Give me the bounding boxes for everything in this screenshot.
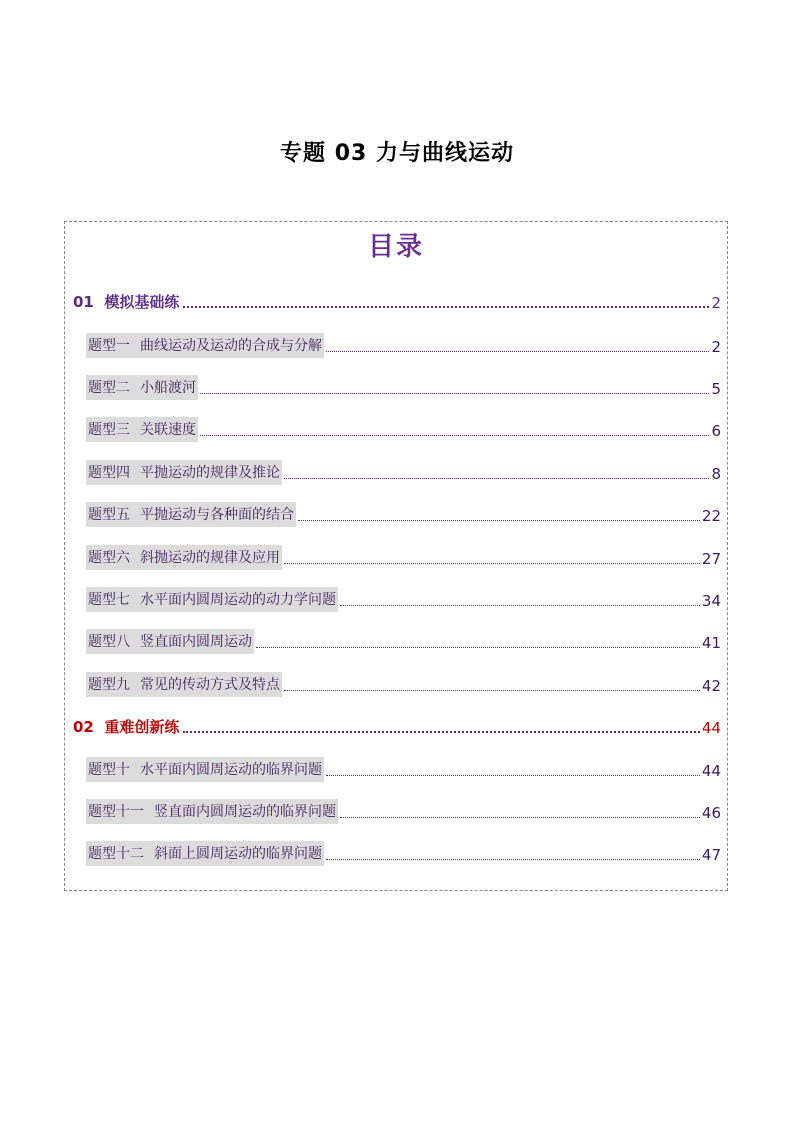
dot-leader <box>326 775 700 776</box>
toc-page-number: 44 <box>701 719 721 737</box>
dot-leader <box>284 478 709 479</box>
toc-item-4[interactable] <box>86 459 721 485</box>
toc-item-1[interactable] <box>86 332 721 358</box>
toc-item-label: 题型三 关联速度 <box>86 417 198 442</box>
toc-item-label: 题型二 小船渡河 <box>86 375 198 400</box>
toc-item-10[interactable] <box>86 756 721 782</box>
toc-page-number: 44 <box>701 762 721 780</box>
dot-leader <box>284 690 700 691</box>
dot-leader <box>340 817 700 818</box>
toc-item-label: 题型一 曲线运动及运动的合成与分解 <box>86 333 324 358</box>
toc-item-label: 题型五 平抛运动与各种面的结合 <box>86 502 296 527</box>
dot-leader <box>200 393 709 394</box>
toc-item-8[interactable] <box>86 628 721 654</box>
toc-item-3[interactable] <box>86 416 721 442</box>
toc-item-9[interactable] <box>86 671 721 697</box>
toc-heading: 目录 <box>367 232 424 262</box>
toc-page-number: 46 <box>701 804 721 822</box>
toc-page-number: 34 <box>701 592 721 610</box>
toc-section-02[interactable] <box>73 713 721 739</box>
dot-leader <box>183 731 700 733</box>
toc-page-number: 41 <box>701 634 721 652</box>
toc-page-number: 27 <box>701 550 721 568</box>
table-of-contents <box>64 221 728 891</box>
dot-leader <box>256 647 700 648</box>
toc-item-label: 题型九 常见的传动方式及特点 <box>86 672 282 697</box>
toc-item-label: 题型十二 斜面上圆周运动的临界问题 <box>86 841 324 866</box>
dot-leader <box>284 563 700 564</box>
toc-section-label: 01 模拟基础练 <box>73 293 180 311</box>
toc-item-label: 题型七 水平面内圆周运动的动力学问题 <box>86 587 338 612</box>
toc-item-label: 题型六 斜抛运动的规律及应用 <box>86 545 282 570</box>
toc-item-2[interactable] <box>86 374 721 400</box>
page-title: 专题 03 力与曲线运动 <box>280 141 514 166</box>
toc-page-number: 6 <box>711 422 721 440</box>
toc-item-5[interactable] <box>86 501 721 527</box>
toc-page-number: 47 <box>701 846 721 864</box>
toc-page-number: 2 <box>711 294 721 312</box>
dot-leader <box>200 435 709 436</box>
dot-leader <box>326 351 709 352</box>
toc-page-number: 5 <box>711 380 721 398</box>
toc-page-number: 8 <box>711 465 721 483</box>
toc-page-number: 2 <box>711 338 721 356</box>
toc-item-11[interactable] <box>86 798 721 824</box>
toc-page-number: 42 <box>701 677 721 695</box>
toc-item-12[interactable] <box>86 840 721 866</box>
toc-item-label: 题型四 平抛运动的规律及推论 <box>86 460 282 485</box>
toc-item-label: 题型十一 竖直面内圆周运动的临界问题 <box>86 799 338 824</box>
toc-item-label: 题型十 水平面内圆周运动的临界问题 <box>86 757 324 782</box>
dot-leader <box>326 859 700 860</box>
toc-section-label: 02 重难创新练 <box>73 718 180 736</box>
dot-leader <box>340 605 700 606</box>
toc-item-7[interactable] <box>86 586 721 612</box>
dot-leader <box>298 520 700 521</box>
dot-leader <box>183 306 709 308</box>
toc-item-label: 题型八 竖直面内圆周运动 <box>86 629 254 654</box>
toc-section-01[interactable] <box>73 288 721 314</box>
toc-item-6[interactable] <box>86 544 721 570</box>
toc-page-number: 22 <box>701 507 721 525</box>
